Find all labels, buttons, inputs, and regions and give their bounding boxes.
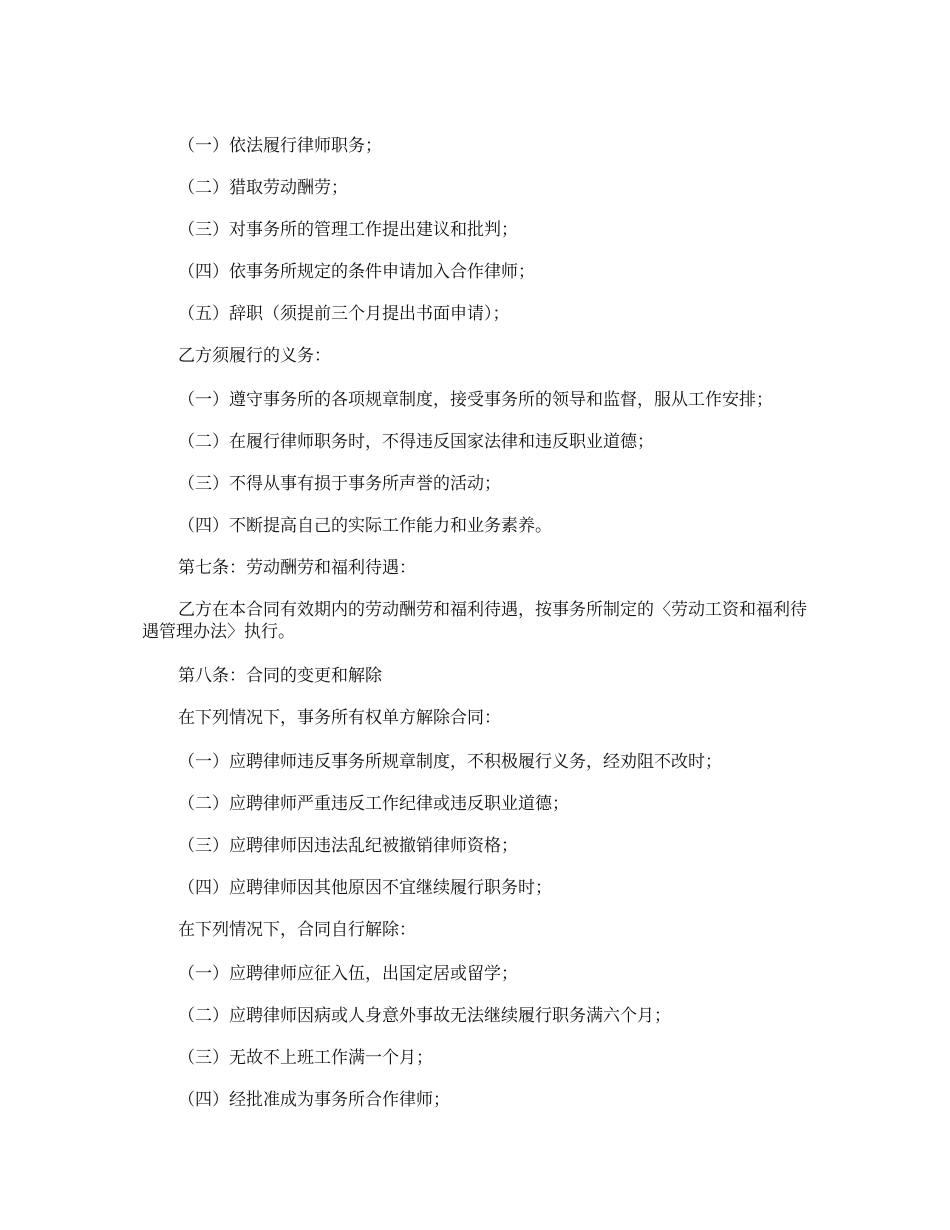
article-7-heading: 第七条：劳动酬劳和福利待遇： [178,558,416,578]
clause-obligation-2: （二）在履行律师职务时，不得违反国家法律和违反职业道德； [178,432,654,452]
unilateral-termination-heading: 在下列情况下，事务所有权单方解除合同： [178,708,501,728]
termination-clause-3: （三）应聘律师因违法乱纪被撤销律师资格； [178,836,518,856]
automatic-termination-heading: 在下列情况下，合同自行解除： [178,920,416,940]
auto-termination-clause-2: （二）应聘律师因病或人身意外事故无法继续履行职务满六个月； [178,1006,671,1026]
termination-clause-1: （一）应聘律师违反事务所规章制度，不积极履行义务，经劝阻不改时； [178,752,722,772]
termination-clause-2: （二）应聘律师严重违反工作纪律或违反职业道德； [178,794,569,814]
clause-obligation-1: （一）遵守事务所的各项规章制度，接受事务所的领导和监督，服从工作安排； [178,390,773,410]
clause-obligation-3: （三）不得从事有损于事务所声誉的活动； [178,474,501,494]
clause-right-5: （五）辞职（须提前三个月提出书面申请）； [178,304,510,324]
auto-termination-clause-3: （三）无故不上班工作满一个月； [178,1048,433,1068]
clause-right-2: （二）猎取劳动酬劳； [178,178,348,198]
section-heading-obligations: 乙方须履行的义务： [178,346,331,366]
auto-termination-clause-1: （一）应聘律师应征入伍，出国定居或留学； [178,964,518,984]
termination-clause-4: （四）应聘律师因其他原因不宜继续履行职务时； [178,878,552,898]
auto-termination-clause-4: （四）经批准成为事务所合作律师； [178,1090,450,1110]
clause-obligation-4: （四）不断提高自己的实际工作能力和业务素养。 [178,516,552,536]
clause-right-4: （四）依事务所规定的条件申请加入合作律师； [178,262,535,282]
clause-right-1: （一）依法履行律师职务； [178,136,382,156]
article-8-heading: 第八条：合同的变更和解除 [178,666,382,686]
article-7-paragraph: 乙方在本合同有效期内的劳动酬劳和福利待遇，按事务所制定的〈劳动工资和福利待遇管理办法〉执行。 [142,600,807,642]
clause-right-3: （三）对事务所的管理工作提出建议和批判； [178,220,518,240]
